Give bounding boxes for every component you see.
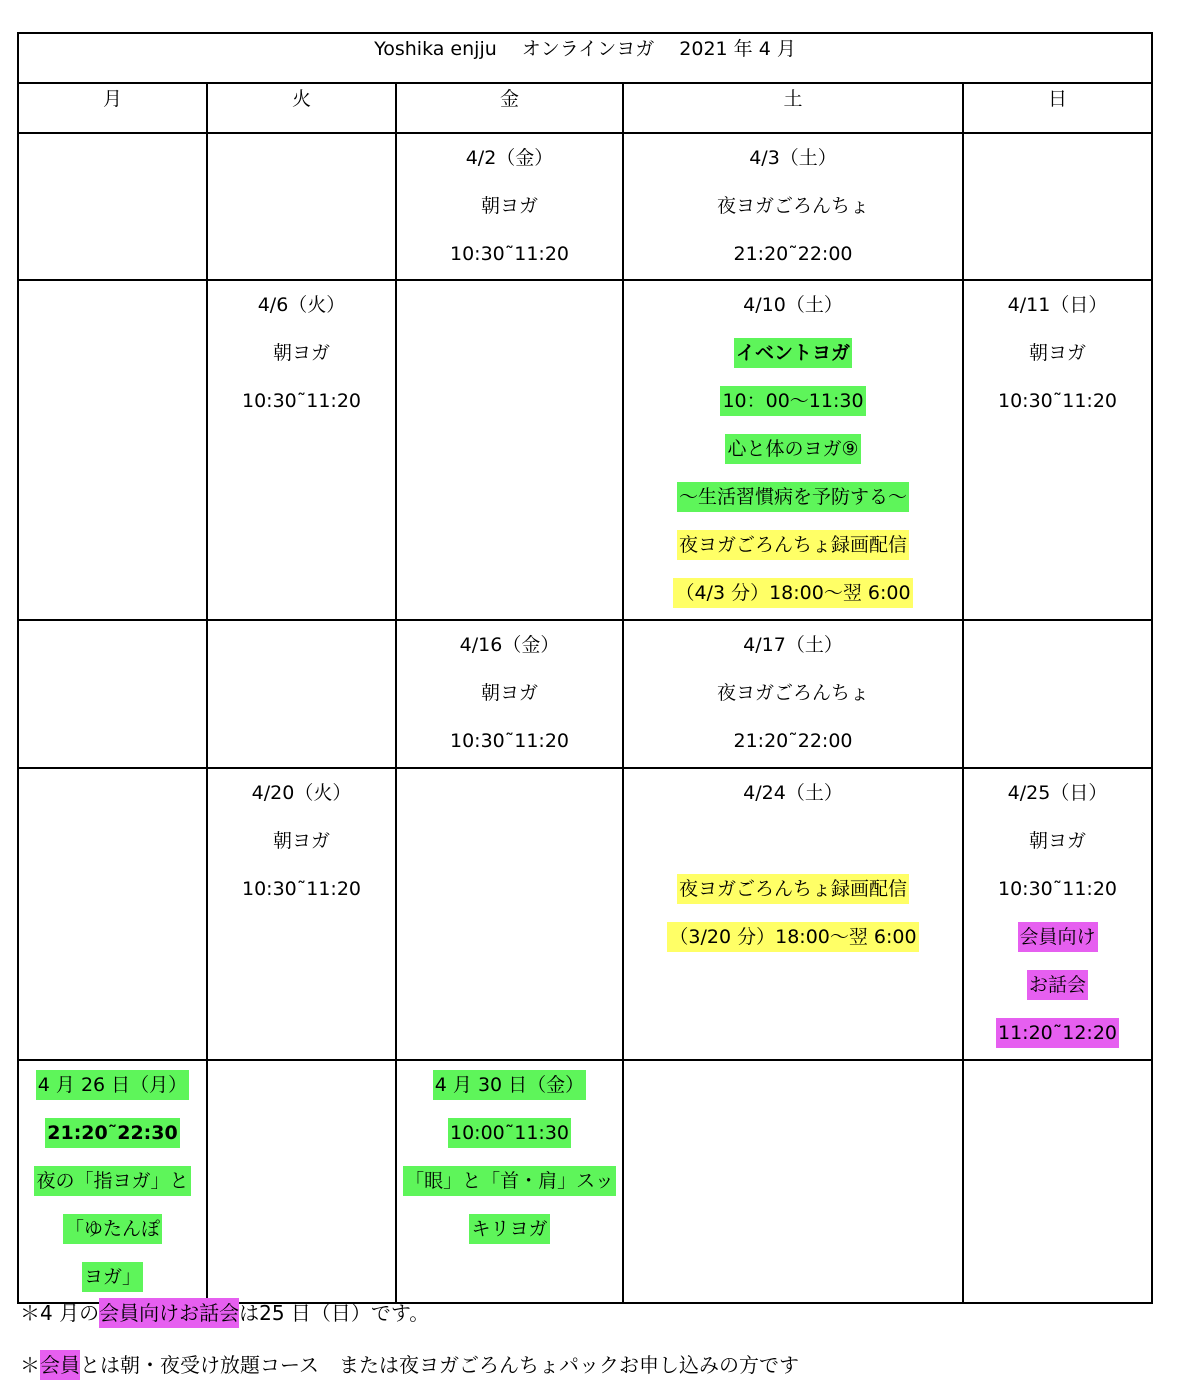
cell-line — [624, 377, 962, 425]
note-members-talk-suffix: は25 日（日）です。 — [239, 1301, 430, 1325]
day-cell-fri — [396, 620, 623, 768]
cell-line — [397, 1061, 622, 1109]
highlighted-event-text: 4 月 26 日（月） — [36, 1070, 189, 1100]
day-cell-sat — [623, 768, 963, 1060]
highlighted-event-text: （3/20 分）18:00～翌 6:00 — [667, 922, 918, 952]
day-cell-fri — [396, 768, 623, 1060]
cell-line — [208, 817, 395, 865]
highlighted-event-text: 4 月 30 日（金） — [433, 1070, 586, 1100]
event-text: 10:30˜11:20 — [998, 390, 1118, 412]
day-cell-fri — [396, 1060, 623, 1303]
cell-line — [397, 230, 622, 278]
cell-line — [624, 865, 962, 913]
highlighted-event-text: 夜の「指ヨガ」と — [34, 1166, 190, 1196]
event-text: 4/10（土） — [743, 294, 843, 316]
highlighted-event-text: （4/3 分）18:00～翌 6:00 — [673, 578, 912, 608]
day-cell-tue — [207, 133, 396, 280]
event-text: 10:30˜11:20 — [241, 390, 361, 412]
cell-line — [397, 621, 622, 669]
highlighted-event-text: 11:20˜12:20 — [996, 1018, 1119, 1048]
note-members-definition — [20, 1349, 799, 1378]
highlighted-event-text: 夜ヨガごろんちょ録画配信 — [677, 530, 909, 560]
cell-line — [624, 621, 962, 669]
cell-line — [208, 281, 395, 329]
event-text: 朝ヨガ — [480, 195, 538, 217]
day-cell-mon — [18, 133, 207, 280]
day-cell-sun — [963, 768, 1152, 1060]
day-cell-sun — [963, 280, 1152, 620]
note-members-talk-highlight: 会員向けお話会 — [99, 1298, 239, 1328]
note-members-talk — [20, 1297, 429, 1326]
event-text: 21:20˜22:00 — [733, 243, 853, 265]
day-cell-sat — [623, 1060, 963, 1303]
highlighted-event-text: 「眼」と「首・肩」スッ — [403, 1166, 616, 1196]
schedule-title: Yoshika enjju オンラインヨガ 2021 年 4 月 — [18, 33, 1152, 83]
day-cell-sun — [963, 133, 1152, 280]
weekday-header-fri: 金 — [396, 83, 623, 133]
cell-line — [19, 1109, 206, 1157]
highlighted-event-text: 10：00～11:30 — [720, 386, 865, 416]
cell-line — [624, 769, 962, 817]
event-text: 朝ヨガ — [272, 830, 330, 852]
cell-line — [397, 717, 622, 765]
cell-line — [624, 329, 962, 377]
day-cell-mon — [18, 1060, 207, 1303]
event-text: 朝ヨガ — [1029, 830, 1087, 852]
note-members-definition-prefix: ＊ — [20, 1353, 40, 1377]
cell-line — [397, 1157, 622, 1205]
day-cell-tue — [207, 280, 396, 620]
cell-line — [624, 913, 962, 961]
highlighted-event-text: 心と体のヨガ⑨ — [725, 434, 860, 464]
cell-line — [964, 1009, 1151, 1057]
event-text: 4/6（火） — [257, 294, 346, 316]
highlighted-event-text: 会員向け — [1018, 922, 1098, 952]
cell-line — [964, 329, 1151, 377]
note-members-definition-suffix: とは朝・夜受け放題コース または夜ヨガごろんちょパックお申し込みの方です — [80, 1353, 799, 1377]
event-text: 4/11（日） — [1007, 294, 1108, 316]
event-text: 4/24（土） — [743, 782, 843, 804]
week-row — [18, 1060, 1152, 1303]
cell-line — [964, 865, 1151, 913]
event-text: 21:20˜22:00 — [733, 730, 853, 752]
day-cell-sun — [963, 620, 1152, 768]
event-text: 4/20（火） — [251, 782, 352, 804]
cell-line — [208, 329, 395, 377]
event-text: 朝ヨガ — [480, 682, 538, 704]
day-cell-tue — [207, 768, 396, 1060]
weekday-header-sat: 土 — [623, 83, 963, 133]
note-members-definition-highlight: 会員 — [40, 1350, 80, 1380]
weekday-header-mon: 月 — [18, 83, 207, 133]
day-cell-sat — [623, 280, 963, 620]
weekday-header-row — [18, 83, 1152, 133]
cell-line — [208, 865, 395, 913]
weekday-header-sun: 日 — [963, 83, 1152, 133]
highlighted-event-text: キリヨガ — [469, 1214, 549, 1244]
schedule-body — [18, 133, 1152, 1303]
cell-line — [624, 473, 962, 521]
cell-line — [964, 817, 1151, 865]
week-row — [18, 280, 1152, 620]
cell-line — [208, 769, 395, 817]
day-cell-fri — [396, 133, 623, 280]
event-text: 4/25（日） — [1007, 782, 1108, 804]
schedule-table — [17, 32, 1153, 1304]
week-row — [18, 620, 1152, 768]
event-text: 朝ヨガ — [272, 342, 330, 364]
day-cell-sat — [623, 620, 963, 768]
cell-line — [624, 182, 962, 230]
day-cell-sat — [623, 133, 963, 280]
highlighted-event-text: ヨガ」 — [82, 1262, 143, 1292]
cell-line — [397, 1205, 622, 1253]
event-text: 4/2（金） — [465, 147, 554, 169]
cell-line — [19, 1253, 206, 1301]
cell-line — [624, 521, 962, 569]
event-text: 10:30˜11:20 — [241, 878, 361, 900]
highlighted-event-text: お話会 — [1027, 970, 1088, 1000]
cell-line — [964, 281, 1151, 329]
cell-line — [624, 817, 962, 865]
week-row — [18, 768, 1152, 1060]
cell-line — [624, 669, 962, 717]
event-text: 4/17（土） — [743, 634, 843, 656]
day-cell-tue — [207, 1060, 396, 1303]
cell-line — [624, 425, 962, 473]
event-text: 10:30˜11:20 — [449, 243, 569, 265]
day-cell-mon — [18, 280, 207, 620]
cell-line — [19, 1205, 206, 1253]
day-cell-sun — [963, 1060, 1152, 1303]
event-text: 10:30˜11:20 — [449, 730, 569, 752]
cell-line — [624, 717, 962, 765]
highlighted-event-text: イベントヨガ — [734, 338, 852, 368]
event-text: 夜ヨガごろんちょ — [716, 682, 869, 704]
cell-line — [964, 769, 1151, 817]
title-row — [18, 33, 1152, 83]
week-row — [18, 133, 1152, 280]
cell-line — [208, 377, 395, 425]
cell-line — [964, 377, 1151, 425]
cell-line — [19, 1157, 206, 1205]
cell-line — [964, 913, 1151, 961]
highlighted-event-text: 10:00˜11:30 — [448, 1118, 571, 1148]
day-cell-mon — [18, 620, 207, 768]
cell-line — [397, 134, 622, 182]
day-cell-tue — [207, 620, 396, 768]
weekday-header-tue: 火 — [207, 83, 396, 133]
cell-line — [624, 230, 962, 278]
cell-line — [624, 281, 962, 329]
event-text: 朝ヨガ — [1029, 342, 1087, 364]
highlighted-event-text: ～生活習慣病を予防する～ — [677, 482, 909, 512]
highlighted-event-text: 夜ヨガごろんちょ録画配信 — [677, 874, 909, 904]
event-text: 4/3（土） — [749, 147, 837, 169]
event-text: 夜ヨガごろんちょ — [716, 195, 869, 217]
day-cell-fri — [396, 280, 623, 620]
note-members-talk-prefix: ＊4 月の — [20, 1301, 100, 1325]
event-text: 4/16（金） — [459, 634, 560, 656]
highlighted-event-text: 21:20˜22:30 — [45, 1118, 179, 1148]
cell-line — [19, 1061, 206, 1109]
cell-line — [397, 669, 622, 717]
cell-line — [624, 134, 962, 182]
day-cell-mon — [18, 768, 207, 1060]
cell-line — [397, 182, 622, 230]
event-text: 10:30˜11:20 — [998, 878, 1118, 900]
cell-line — [624, 569, 962, 617]
highlighted-event-text: 「ゆたんぽ — [63, 1214, 162, 1244]
cell-line — [397, 1109, 622, 1157]
cell-line — [964, 961, 1151, 1009]
